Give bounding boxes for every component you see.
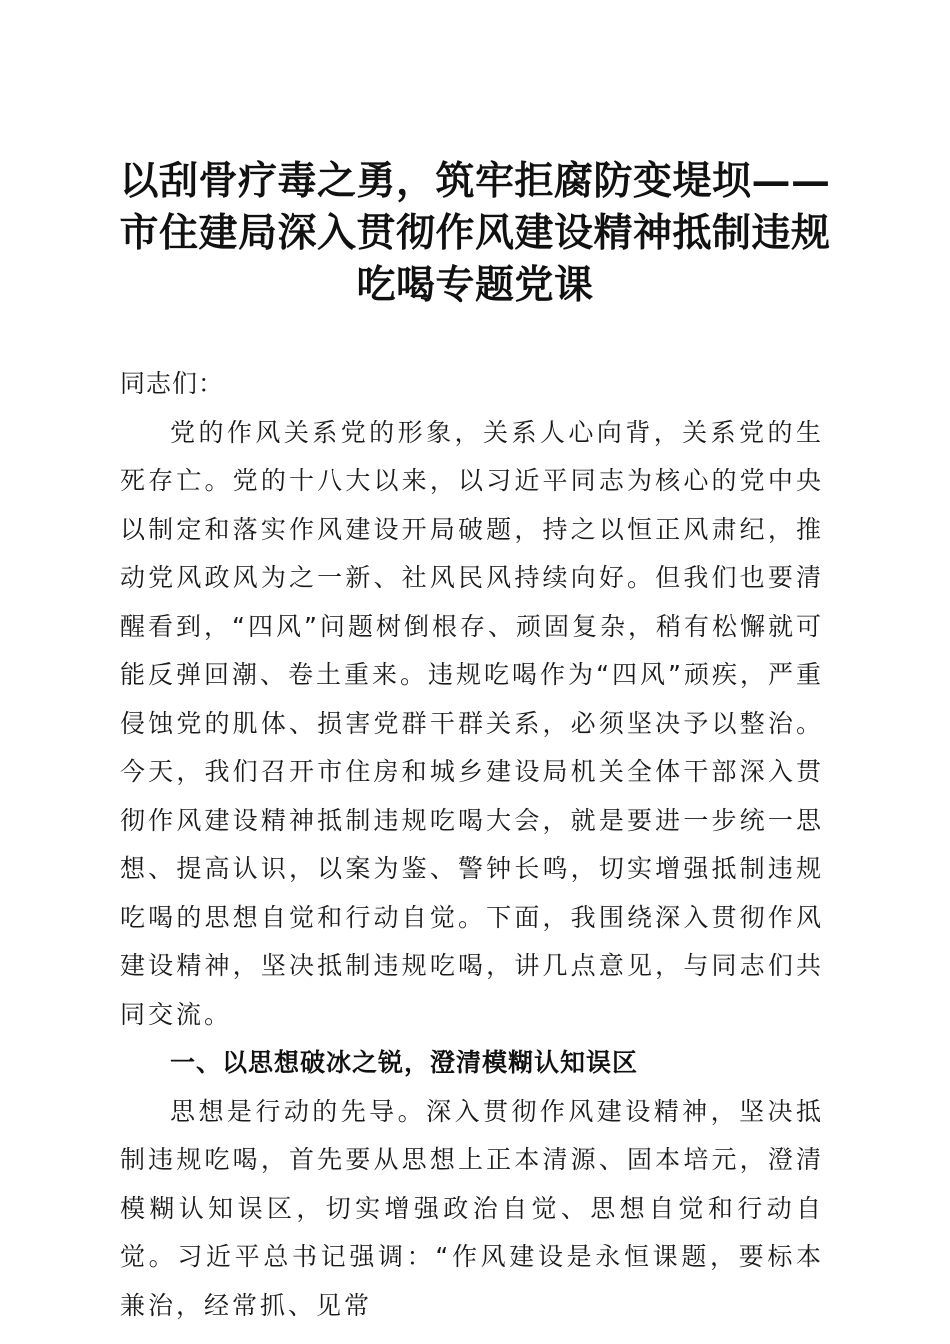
greeting-line: 同志们： bbox=[120, 369, 225, 398]
document-body bbox=[120, 360, 824, 1330]
body-paragraph: 党的作风关系党的形象，关系人心向背，关系党的生死存亡。党的十八大以来，以习近平同志为核心的党中央以制定和落实作风建设开局破题，持之以恒正风肃纪，推动党风政风为之一新、社风民风持续向好。但我们也要清醒看到，“四风”问题树倒根存、顽固复杂，稍有松懈就可能反弹回潮、卷土重来。违规吃喝作为“四风”顽疾，严重侵蚀党的肌体、损害党群干群关系，必须坚决予以整治。今天，我们召开市住房和城乡建设局机关全体干部深入贯彻作风建设精神抵制违规吃喝大会，就是要进一步统一思想、提高认识，以案为鉴、警钟长鸣，切实增强抵制违规吃喝的思想自觉和行动自觉。下面，我围绕深入贯彻作风建设精神，坚决抵制违规吃喝，讲几点意见，与同志们共同交流。 bbox=[120, 417, 824, 1029]
document-title: 以刮骨疗毒之勇，筑牢拒腐防变堤坝——市住建局深入贯彻作风建设精神抵制违规吃喝专题党课 bbox=[119, 158, 831, 308]
section-heading: 一、以思想破冰之锐，澄清模糊认知误区 bbox=[170, 1048, 639, 1077]
section-paragraph: 思想是行动的先导。深入贯彻作风建设精神，坚决抵制违规吃喝，首先要从思想上正本清源、固本培元，澄清模糊认知误区，切实增强政治自觉、思想自觉和行动自觉。习近平总书记强调：“作风建设是永恒课题，要标本兼治，经常抓、见常 bbox=[120, 1096, 824, 1320]
